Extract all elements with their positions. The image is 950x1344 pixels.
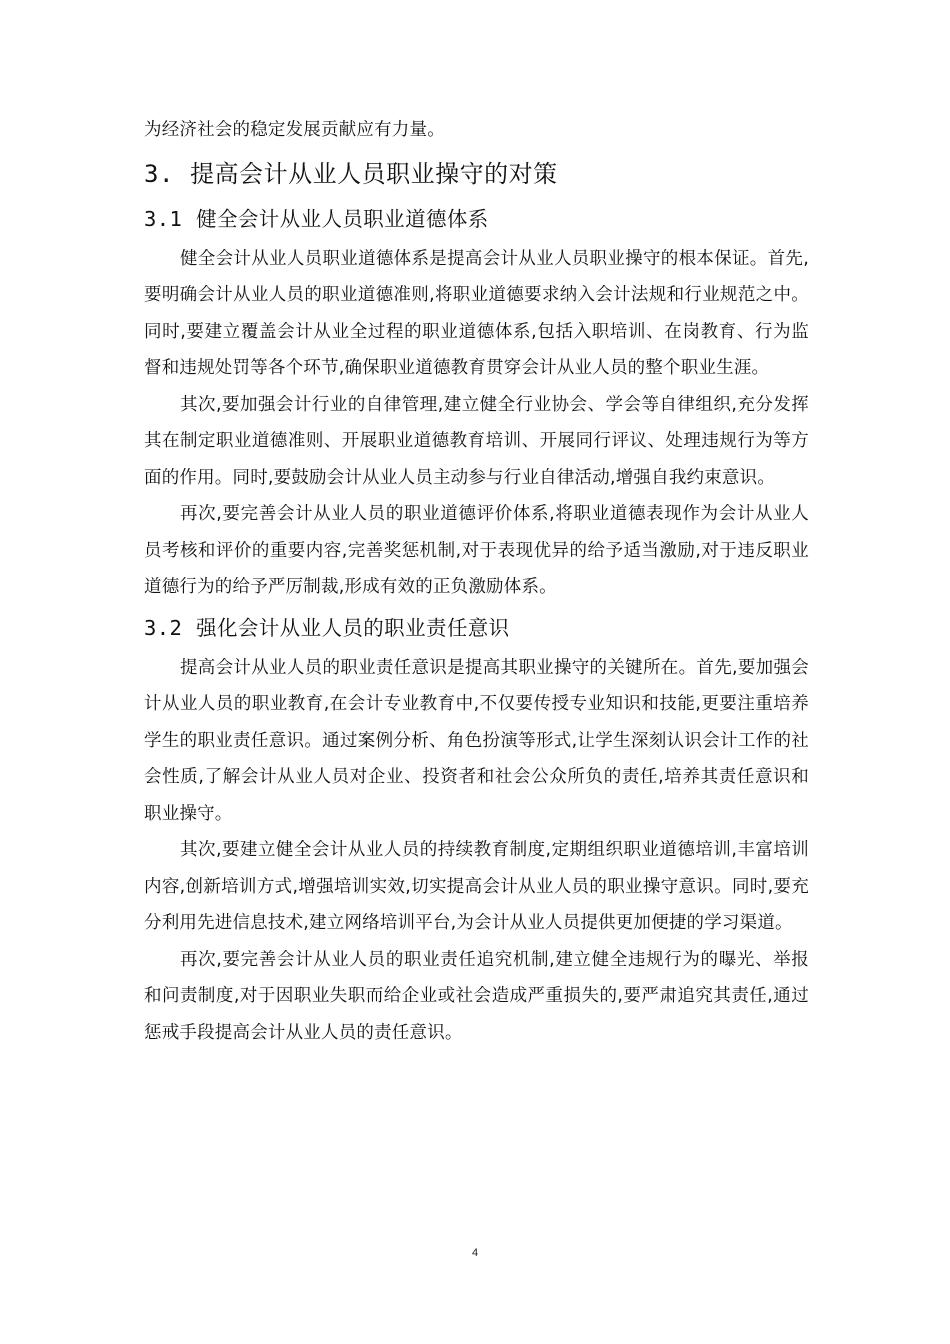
section-heading-3 [144,151,809,197]
section-title: 提高会计从业人员职业操守的对策 [190,159,558,188]
subsection-title: 健全会计从业人员职业道德体系 [196,206,489,231]
paragraph: 再次,要完善会计从业人员的职业责任追究机制,建立健全违规行为的曝光、举报和问责制度,对于因职业失职而给企业或社会造成严重损失的,要严肃追究其责任,通过惩戒手段提高会计从业人员的责任意识。 [144,949,809,1043]
subsection-heading-3-2 [144,606,809,650]
subsection-heading-3-1 [144,197,809,241]
subsection-title: 强化会计从业人员的职业责任意识 [196,615,510,640]
paragraph: 健全会计从业人员职业道德体系是提高会计从业人员职业操守的根本保证。首先,要明确会计从业人员的职业道德准则,将职业道德要求纳入会计法规和行业规范之中。同时,要建立覆盖会计从业全过程的职业道德体系,包括入职培训、在岗教育、行为监督和违规处罚等各个环节,确保职业道德教育贯穿会计从业人员的整个职业生涯。 [144,248,809,378]
paragraph: 提高会计从业人员的职业责任意识是提高其职业操守的关键所在。首先,要加强会计从业人员的职业教育,在会计专业教育中,不仅要传授专业知识和技能,更要注重培养学生的职业责任意识。通过案例分析、角色扮演等形式,让学生深刻认识会计工作的社会性质,了解会计从业人员对企业、投资者和社会公众所负的责任,培养其责任意识和职业操守。 [144,657,809,824]
section-number: 3. [144,159,174,188]
paragraph: 再次,要完善会计从业人员的职业道德评价体系,将职业道德表现作为会计从业人员考核和评价的重要内容,完善奖惩机制,对于表现优异的给予适当激励,对于违反职业道德行为的给予严厉制裁,形成有效的正负激励体系。 [144,504,809,597]
paragraph-continuation: 为经济社会的稳定发展贡献应有力量。 [144,120,445,140]
subsection-number: 3.2 [144,615,183,640]
page-body [144,112,809,1051]
page-number: 4 [471,1247,479,1259]
subsection-number: 3.1 [144,206,183,231]
paragraph: 其次,要加强会计行业的自律管理,建立健全行业协会、学会等自律组织,充分发挥其在制定职业道德准则、开展职业道德教育培训、开展同行评议、处理违规行为等方面的作用。同时,要鼓励会计从业人员主动参与行业自律活动,增强自我约束意识。 [144,394,809,488]
paragraph: 其次,要建立健全会计从业人员的持续教育制度,定期组织职业道德培训,丰富培训内容,创新培训方式,增强培训实效,切实提高会计从业人员的职业操守意识。同时,要充分利用先进信息技术,建立网络培训平台,为会计从业人员提供更加便捷的学习渠道。 [144,840,809,933]
